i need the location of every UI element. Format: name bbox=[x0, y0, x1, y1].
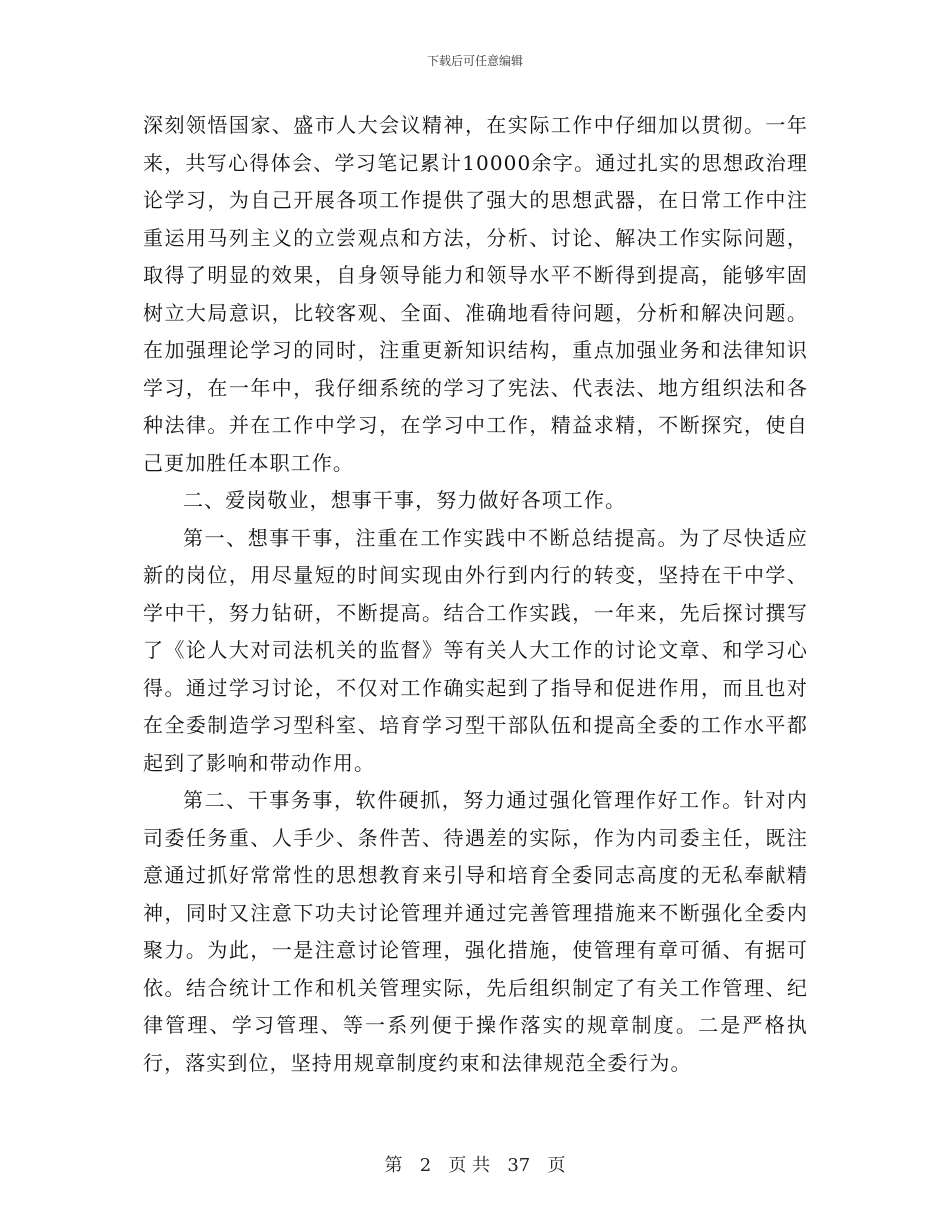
page-footer bbox=[0, 1154, 950, 1178]
document-body bbox=[143, 107, 808, 1082]
page-label-suffix: 页 bbox=[547, 1155, 566, 1176]
paragraph-continuation: 深刻领悟国家、盛市人大会议精神，在实际工作中仔细加以贯彻。一年来，共写心得体会、学习笔记累计10000余字。通过扎实的思想政治理论学习，为自己开展各项工作提供了强大的思想武器，在日常工作中注重运用马列主义的立尝观点和方法，分析、讨论、解决工作实际问题，取得了明显的效果，自身领导能力和领导水平不断得到提高，能够牢固树立大局意识，比较客观、全面、准确地看待问题，分析和解决问题。在加强理论学习的同时，注重更新知识结构，重点加强业务和法律知识学习，在一年中，我仔细系统的学习了宪法、代表法、地方组织法和各种法律。并在工作中学习，在学习中工作，精益求精，不断探究，使自己更加胜任本职工作。 bbox=[143, 113, 808, 475]
paragraph-first-point: 第一、想事干事，注重在工作实践中不断总结提高。为了尽快适应新的岗位，用尽量短的时间实现由外行到内行的转变，坚持在干中学、学中干，努力钻研，不断提高。结合工作实践，一年来，先后探讨撰写了《论人大对司法机关的监督》等有关人大工作的讨论文章、和学习心得。通过学习讨论，不仅对工作确实起到了指导和促进作用，而且也对在全委制造学习型科室、培育学习型干部队伍和提高全委的工作水平都起到了影响和带动作用。 bbox=[143, 525, 808, 775]
section-heading: 二、爱岗敬业，想事干事，努力做好各项工作。 bbox=[183, 488, 627, 512]
page-label-middle: 页 共 bbox=[448, 1155, 491, 1176]
paragraph-second-point: 第二、干事务事，软件硬抓，努力通过强化管理作好工作。针对内司委任务重、人手少、条件苦、待遇差的实际，作为内司委主任，既注意通过抓好常常性的思想教育来引导和培育全委同志高度的无私奉献精神，同时又注意下功夫讨论管理并通过完善管理措施来不断强化全委内聚力。为此，一是注意讨论管理，强化措施，使管理有章可循、有据可依。结合统计工作和机关管理实际，先后组织制定了有关工作管理、纪律管理、学习管理、等一系列便于操作落实的规章制度。二是严格执行，落实到位，坚持用规章制度约束和法律规范全委行为。 bbox=[143, 788, 808, 1075]
page-label-prefix: 第 bbox=[384, 1155, 403, 1176]
total-page-count: 37 bbox=[507, 1155, 531, 1176]
page-header: 下载后可任意编辑 bbox=[426, 54, 523, 68]
current-page-number: 2 bbox=[419, 1155, 432, 1176]
